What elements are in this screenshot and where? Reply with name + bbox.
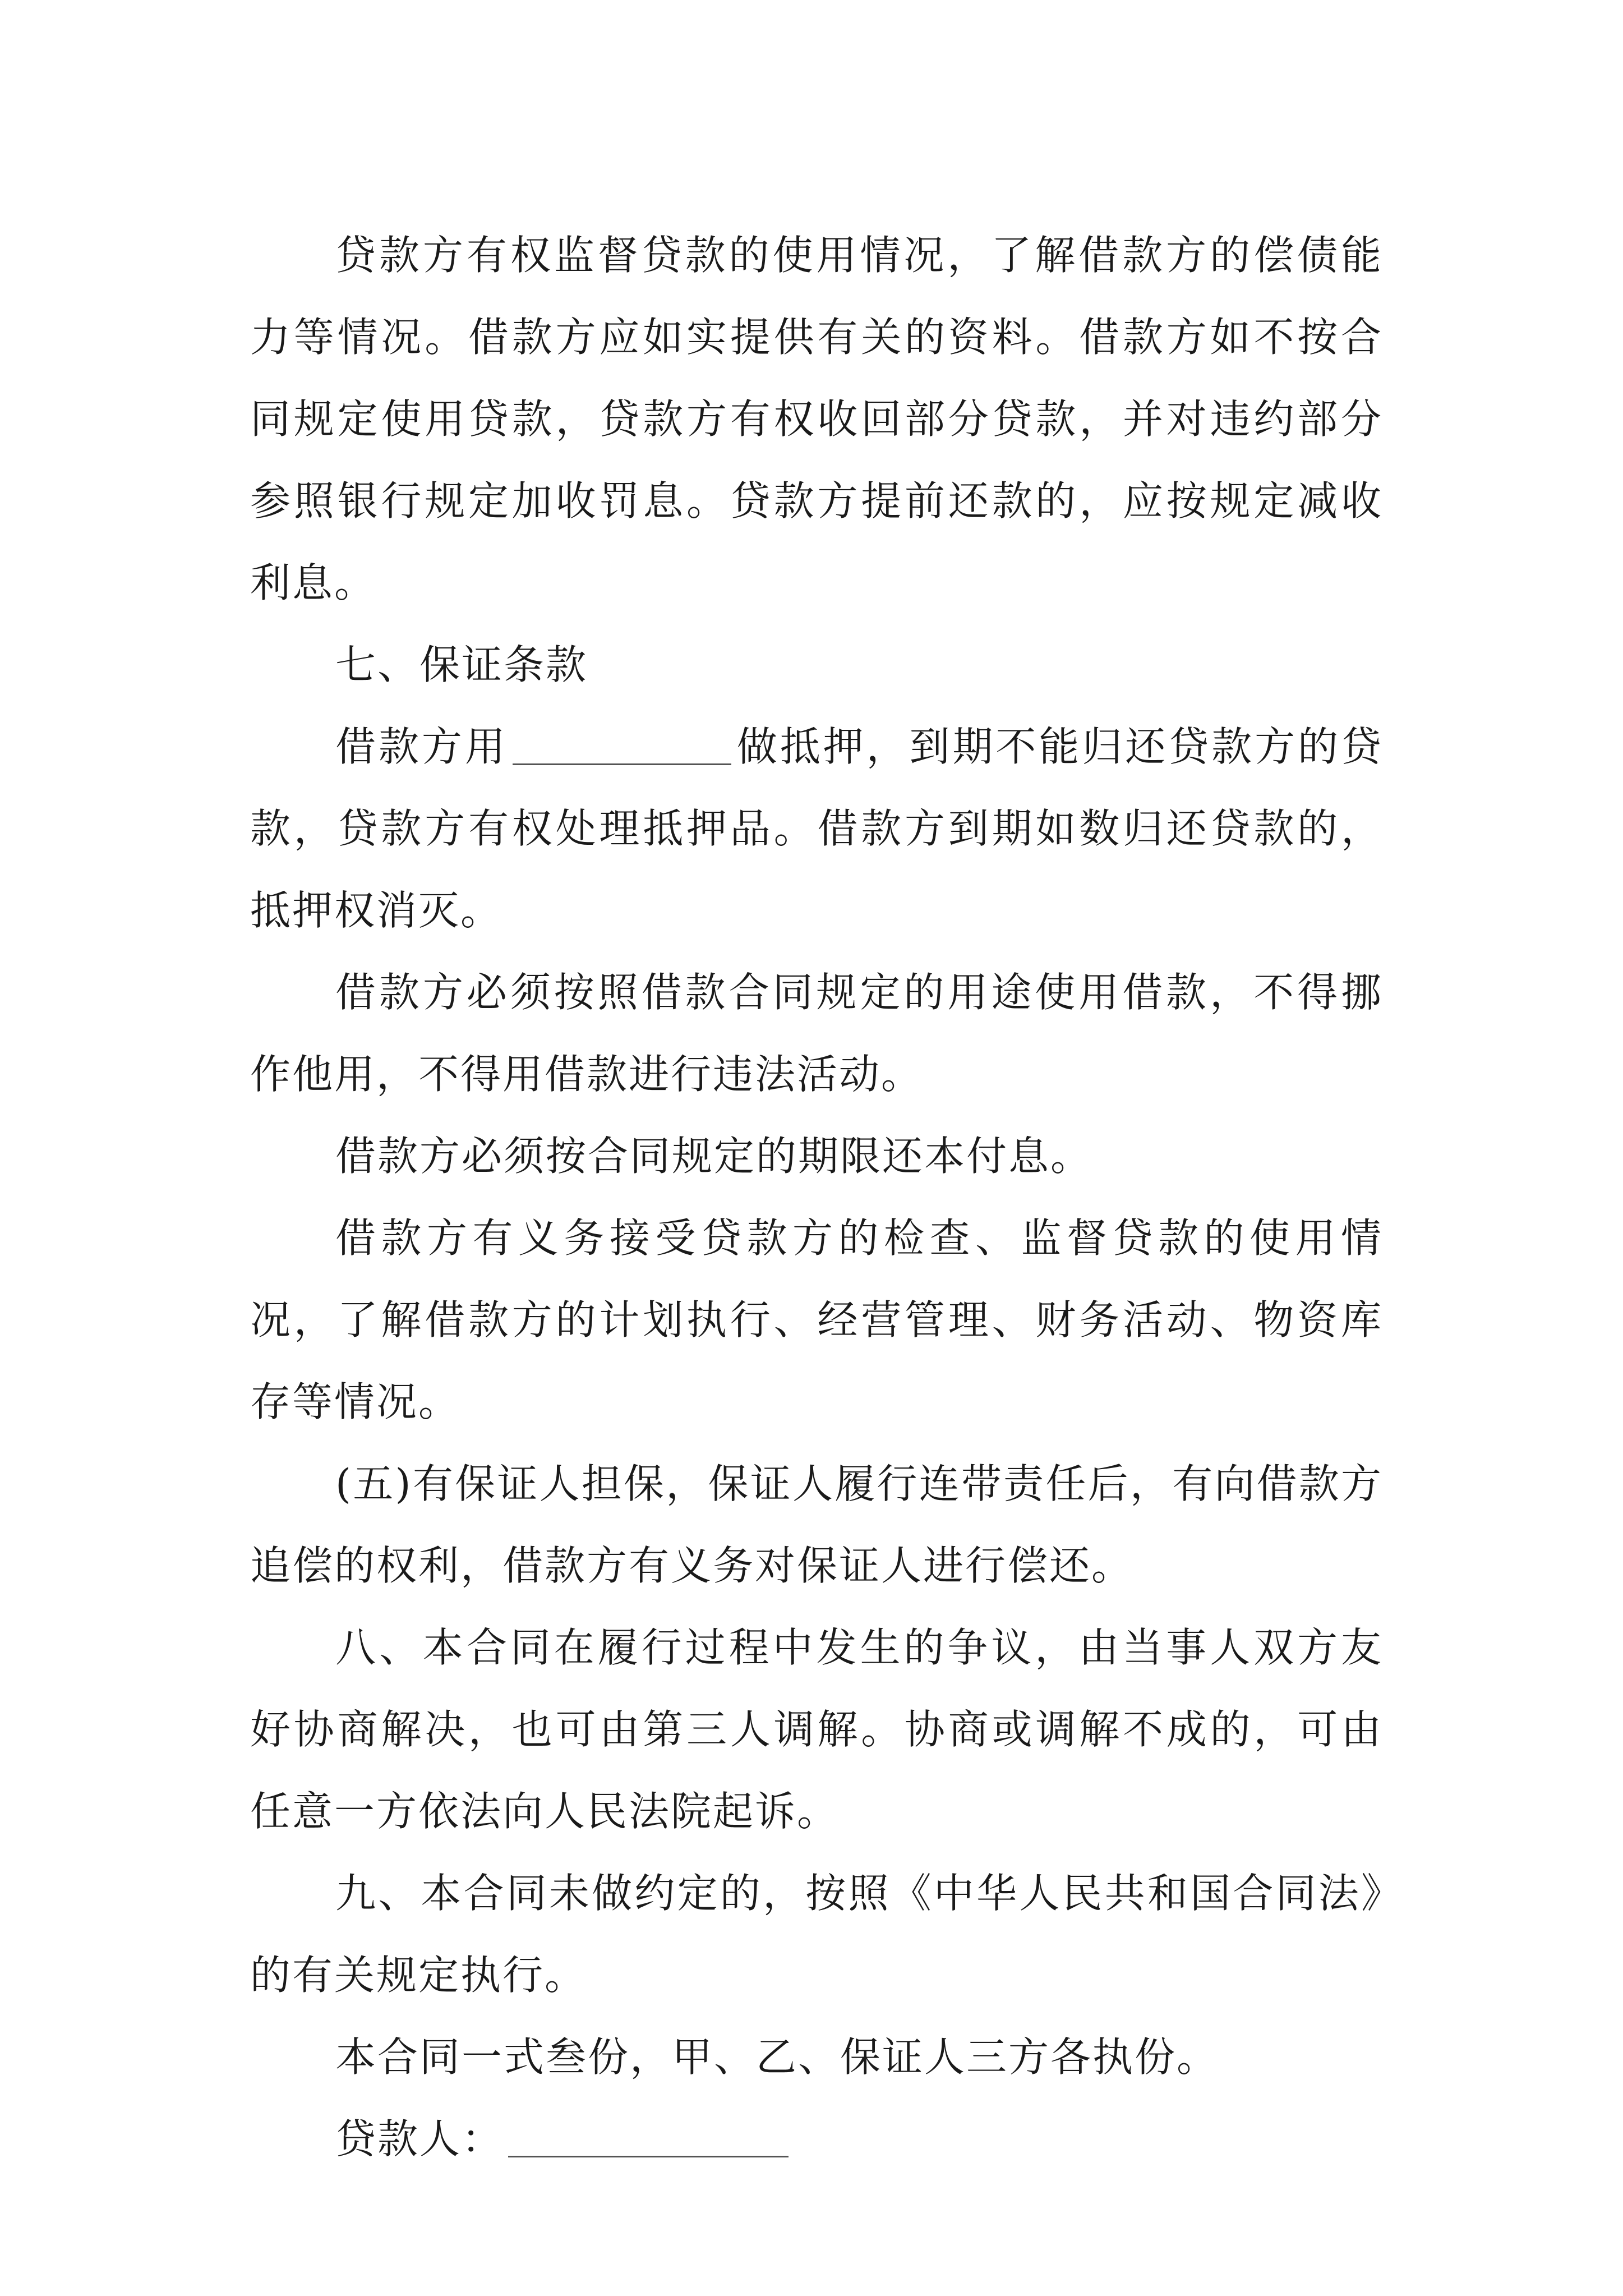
paragraph-copies: 本合同一式叁份，甲、乙、保证人三方各执份。 [335, 2033, 1219, 2081]
paragraph-loan-usage: 借款方必须按照借款合同规定的用途使用借款，不得挪作他用，不得用借款进行违法活动。 [250, 969, 1383, 1098]
paragraph-repayment: 借款方必须按合同规定的期限还本付息。 [335, 1133, 1093, 1180]
paragraph-supervision: 贷款方有权监督贷款的使用情况，了解借款方的偿债能力等情况。借款方应如实提供有关的资料。借款方如不按合同规定使用贷款，贷款方有权收回部分贷款，并对违约部分参照银行规定加收罚息。贷款方提前还款的，应按规定减收利息。 [250, 232, 1383, 606]
lender-signature-line [250, 2098, 1383, 2180]
paragraph-guarantor: (五)有保证人担保，保证人履行连带责任后，有向借款方追偿的权利，借款方有义务对保证人进行偿还。 [250, 1460, 1383, 1589]
lender-signature-blank [508, 2122, 789, 2157]
lender-label: 贷款人： [335, 2115, 504, 2162]
mortgage-text-after: 做抵押，到期不能归还贷款方的贷款，贷款方有权处理抵押品。借款方到期如数归还贷款的，抵押权消灭。 [250, 723, 1383, 934]
mortgage-text-before: 借款方用 [335, 723, 508, 770]
paragraph-inspection: 借款方有义务接受贷款方的检查、监督贷款的使用情况，了解借款方的计划执行、经营管理、财务活动、物资库存等情况。 [250, 1214, 1383, 1425]
document-body [250, 214, 1383, 2180]
paragraph-mortgage [250, 706, 1383, 951]
paragraph-dispute: 八、本合同在履行过程中发生的争议，由当事人双方友好协商解决，也可由第三人调解。协商或调解不成的，可由任意一方依法向人民法院起诉。 [250, 1624, 1383, 1835]
mortgage-item-blank [513, 730, 731, 765]
paragraph-unspecified: 九、本合同未做约定的，按照《中华人民共和国合同法》的有关规定执行。 [250, 1870, 1383, 1999]
section-heading-guarantee: 七、保证条款 [335, 641, 588, 688]
